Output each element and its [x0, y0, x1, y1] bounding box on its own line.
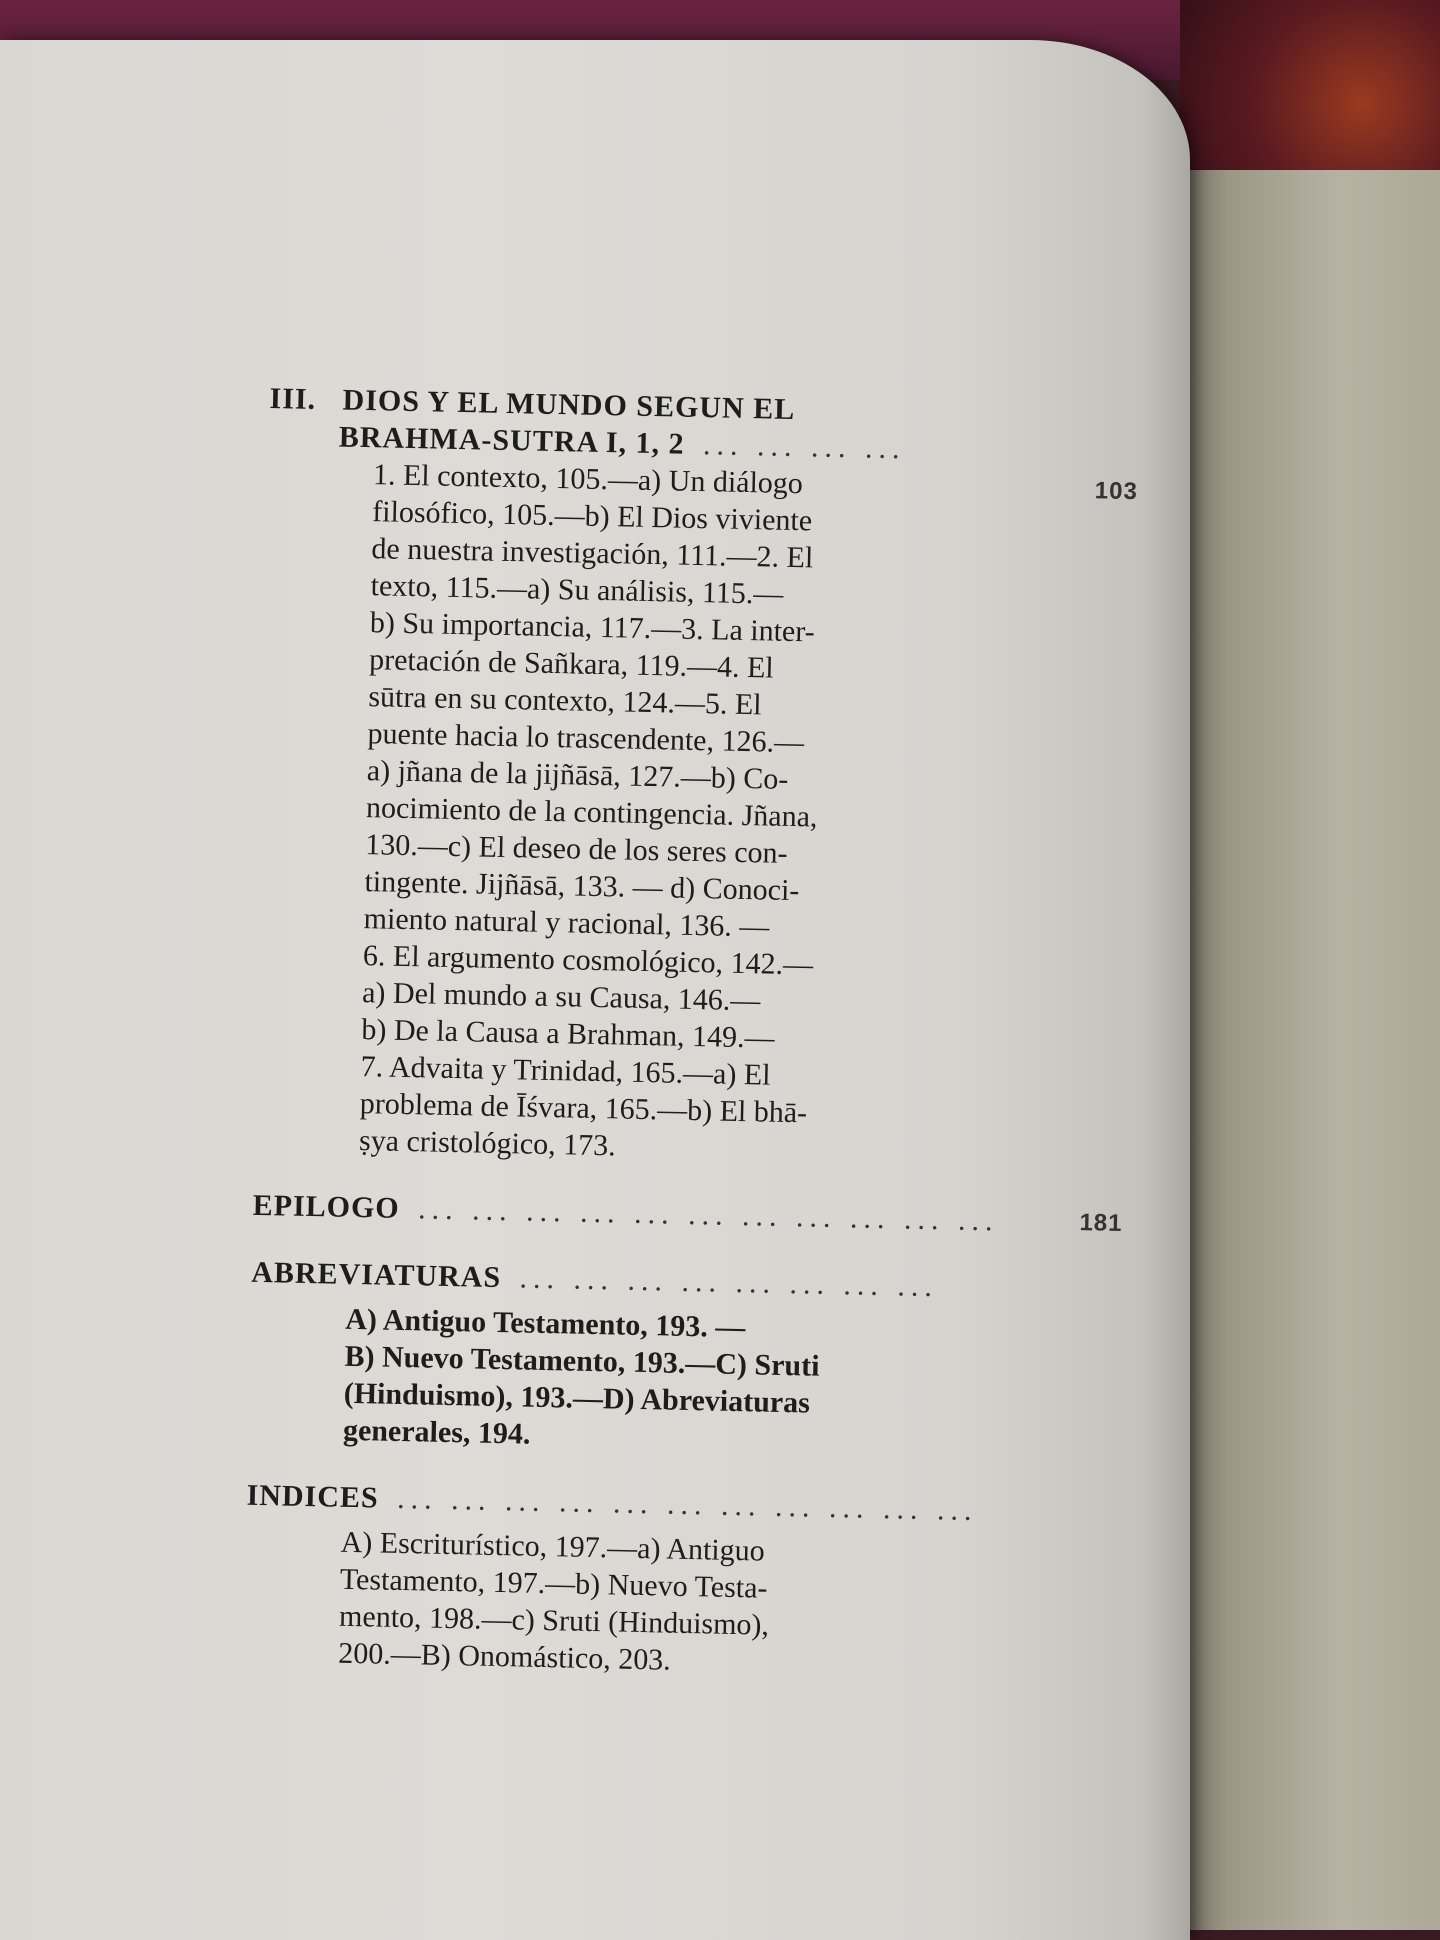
subentry-line: Testamento, 197.—b) Nuevo Testa-	[339, 1562, 768, 1605]
subentry-line: b) De la Causa a Brahman, 149.—	[361, 1013, 775, 1055]
subentry-line: 6. El argumento cosmológico, 142.—	[362, 939, 814, 982]
chapter-title-line1: DIOS Y EL MUNDO SEGUN EL	[342, 383, 796, 427]
subentry-line: 1. El contexto, 105.—a) Un diálogo	[372, 458, 804, 501]
epilogo-entry	[252, 1187, 1123, 1241]
leader-dots: ... ... ... ...	[702, 428, 906, 466]
leader-dots: ... ... ... ... ... ... ... ... ... ... ...	[417, 1192, 999, 1238]
subentry-line: tingente. Jijñāsā, 133. — d) Conoci-	[364, 865, 800, 908]
subentry-line: A) Antiguo Testamento, 193. —	[345, 1302, 746, 1345]
subentry-line: (Hinduismo), 193.—D) Abreviaturas	[343, 1376, 811, 1420]
subentry-line: sūtra en su contexto, 124.—5. El	[368, 680, 762, 722]
subentry-line: A) Escriturístico, 197.—a) Antiguo	[340, 1525, 766, 1568]
subentry-line: de nuestra investigación, 111.—2. El	[371, 532, 814, 575]
subentry-line: miento natural y racional, 136. —	[363, 902, 770, 944]
subentry-line: a) Del mundo a su Causa, 146.—	[361, 976, 761, 1018]
subentry-line: problema de Īśvara, 165.—b) El bhā-	[359, 1087, 808, 1130]
leader-dots: ... ... ... ... ... ... ... ... ... ... ...	[396, 1481, 978, 1528]
chapter-number: III.	[269, 381, 317, 416]
subentry-line: ṣya cristológico, 173.	[358, 1124, 617, 1163]
abreviaturas-entry	[251, 1254, 1052, 1308]
subentry-line: texto, 115.—a) Su análisis, 115.—	[370, 569, 784, 611]
subentry-line: a) jñana de la jijñāsā, 127.—b) Co-	[366, 754, 789, 796]
subentry-line: mento, 198.—c) Sruti (Hinduismo),	[338, 1599, 770, 1642]
page-number: 103	[1094, 477, 1139, 506]
subentry-line: filosófico, 105.—b) El Dios viviente	[371, 495, 813, 538]
subentry-line: generales, 194.	[342, 1413, 531, 1451]
indices-subentries	[338, 1524, 946, 1685]
subentry-line: nocimiento de la contingencia. Jñana,	[365, 791, 818, 834]
section-title: ABREVIATURAS	[250, 1255, 502, 1295]
book-page	[0, 40, 1190, 1940]
chapter-title-line2: BRAHMA-SUTRA I, 1, 2	[338, 420, 685, 461]
subentry-line: 200.—B) Onomástico, 203.	[338, 1636, 672, 1677]
section-title: EPILOGO	[252, 1188, 401, 1225]
subentry-line: 7. Advaita y Trinidad, 165.—a) El	[360, 1050, 771, 1092]
leader-dots: ... ... ... ... ... ... ... ...	[519, 1261, 939, 1304]
subentry-line: puente hacia lo trascendente, 126.—	[367, 717, 805, 760]
subentry-line: 130.—c) El deseo de los seres con-	[364, 828, 788, 870]
section-title: INDICES	[246, 1478, 380, 1515]
table-of-contents	[243, 380, 1139, 1686]
subentry-line: B) Nuevo Testamento, 193.—C) Sruti	[344, 1339, 820, 1383]
abreviaturas-subentries	[343, 1301, 951, 1462]
subentry-line: pretación de Sañkara, 119.—4. El	[368, 643, 775, 685]
subentry-line: b) Su importancia, 117.—3. La inter-	[369, 606, 816, 649]
chapter-3-subentries	[359, 456, 974, 1171]
next-page-edge	[1180, 170, 1440, 1930]
indices-entry	[246, 1477, 1047, 1531]
page-number: 181	[1079, 1209, 1123, 1238]
